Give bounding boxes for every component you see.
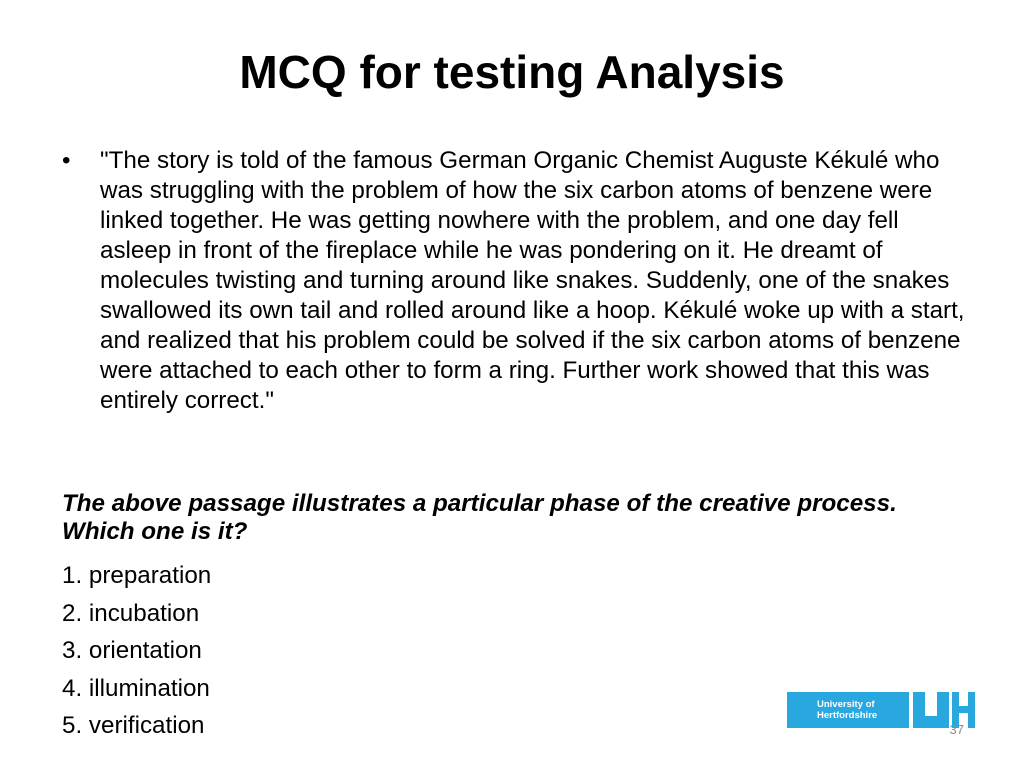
page-number: 37 xyxy=(949,722,964,737)
logo-text-line2: Hertfordshire xyxy=(817,710,878,721)
passage-text: "The story is told of the famous German Organic Chemist Auguste Kékulé who was struggling with the problem of how the six carbon atoms of benzene were linked together. He was getting nowhere with the problem, and one day fell asleep in front of the fireplace while he was pondering on it. He dreamt of molecules twisting and turning around like snakes. Suddenly, one of the snakes swallowed its own tail and rolled around like a hoop. Kékulé woke up with a start, and realized that his problem could be solved if the six carbon atoms of benzene were attached to each other to form a ring. Further work showed that this was entirely correct." xyxy=(100,147,965,414)
option-1: 1. preparation xyxy=(62,562,212,589)
answer-options xyxy=(62,557,562,745)
slide-title: MCQ for testing Analysis xyxy=(239,46,785,98)
passage-bullet xyxy=(62,146,972,416)
option-2: 2. incubation xyxy=(62,599,200,627)
bullet-icon: • xyxy=(62,147,71,174)
option-4: 4. illumination xyxy=(62,674,210,702)
option-5: 5. verification xyxy=(62,712,205,739)
question-text: The above passage illustrates a particular phase of the creative process. Which one is it? xyxy=(62,490,897,545)
logo-text-line1: University of xyxy=(817,699,875,710)
option-3: 3. orientation xyxy=(62,637,202,664)
